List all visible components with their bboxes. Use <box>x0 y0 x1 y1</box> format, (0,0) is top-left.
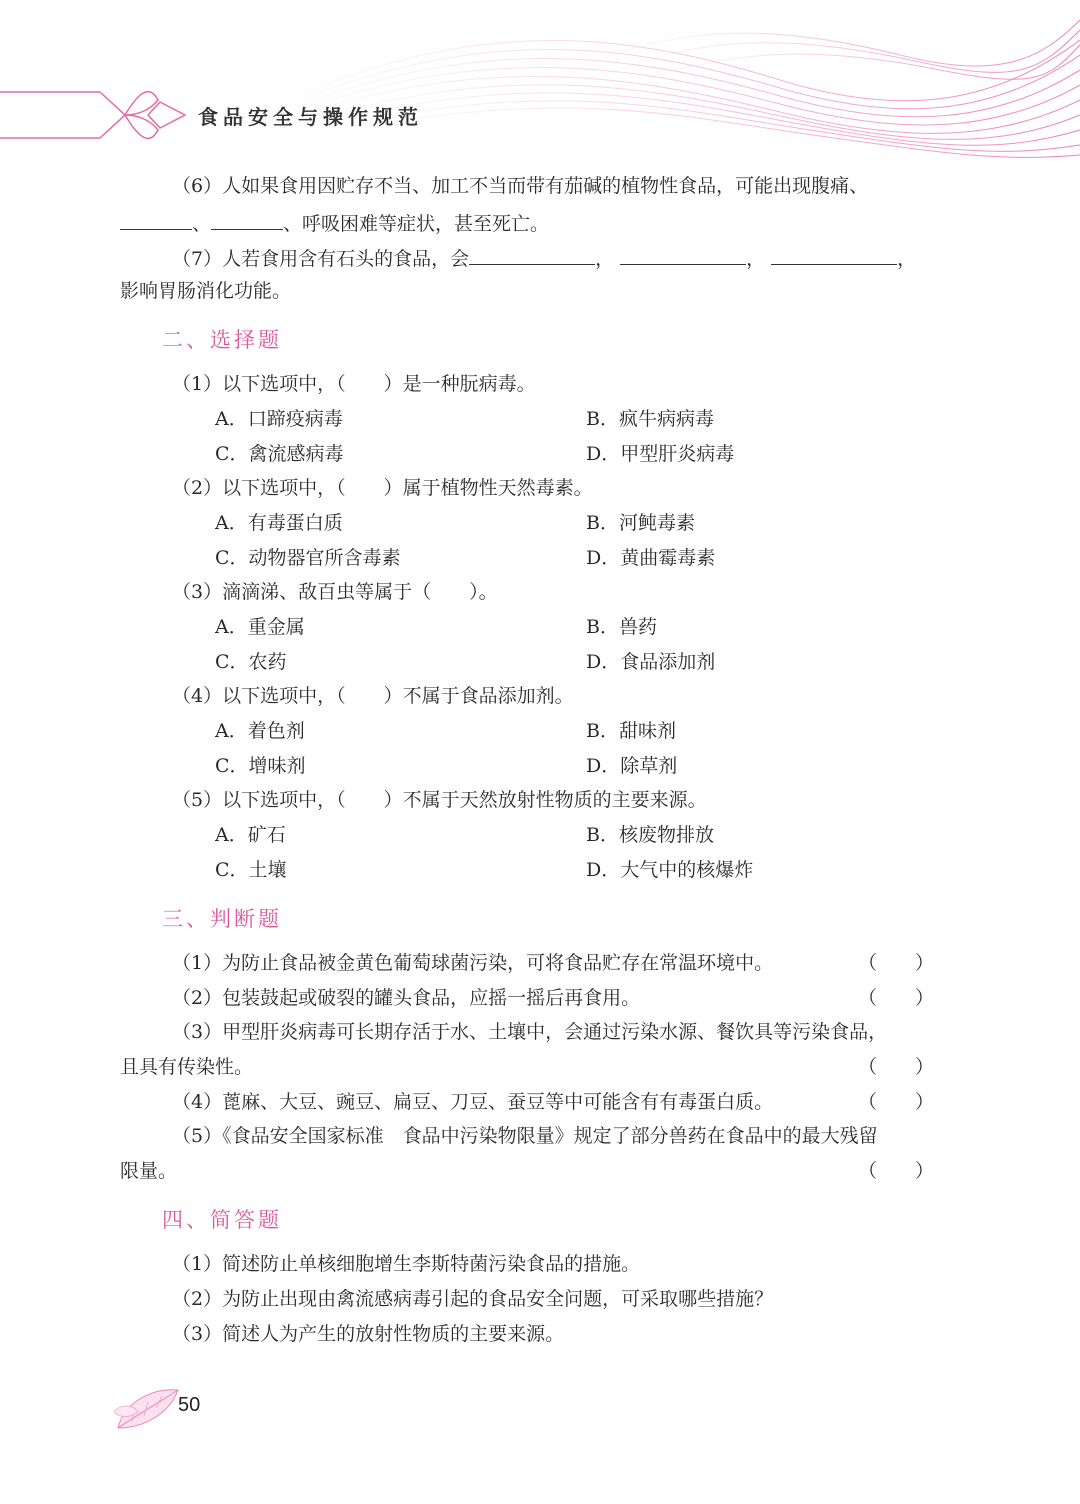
judge-q2: （2）包装鼓起或破裂的罐头食品，应摇一摇后再食用。 <box>172 987 641 1009</box>
choice-q1-stem: （1）以下选项中，（ ）是一种朊病毒。 <box>172 373 536 395</box>
blank-field <box>620 242 746 265</box>
choice-q3-option-c: C．农药 <box>215 651 287 673</box>
blank-field <box>211 207 283 230</box>
short-q2: （2）为防止出现由禽流感病毒引起的食品安全问题，可采取哪些措施？ <box>172 1288 774 1310</box>
choice-q5-option-b: B．核废物排放 <box>586 824 714 846</box>
answer-bracket: （ ） <box>858 1160 935 1182</box>
choice-q3-stem: （3）滴滴涕、敌百虫等属于（ ）。 <box>172 581 498 603</box>
answer-bracket: （ ） <box>858 987 935 1009</box>
q7-line1 <box>172 242 916 273</box>
judge-q1: （1）为防止食品被金黄色葡萄球菌污染，可将食品贮存在常温环境中。 <box>172 952 774 974</box>
choice-q3-option-a: A．重金属 <box>215 616 305 638</box>
leaf-decoration-icon <box>112 1382 182 1434</box>
q7-line2: 影响胃肠消化功能。 <box>120 280 292 302</box>
choice-q1-option-a: A．口蹄疫病毒 <box>215 408 343 430</box>
judge-q3: （3）甲型肝炎病毒可长期存活于水、土壤中，会通过污染水源、餐饮具等污染食品， <box>172 1021 888 1043</box>
blank-field <box>771 242 897 265</box>
section-heading-judge: 三、判断题 <box>162 907 282 931</box>
choice-q2-stem: （2）以下选项中，（ ）属于植物性天然毒素。 <box>172 477 593 499</box>
choice-q4-option-a: A．着色剂 <box>215 720 305 742</box>
choice-q5-option-c: C．土壤 <box>215 859 287 881</box>
q7-prefix: （7）人若食用含有石头的食品，会 <box>172 248 470 270</box>
short-q1: （1）简述防止单核细胞增生李斯特菌污染食品的措施。 <box>172 1253 641 1275</box>
q6-line2 <box>120 207 549 238</box>
choice-q2-option-a: A．有毒蛋白质 <box>215 512 343 534</box>
choice-q4-stem: （4）以下选项中，（ ）不属于食品添加剂。 <box>172 685 574 707</box>
judge-q5-cont: 限量。 <box>120 1160 178 1182</box>
q7-separator: ， <box>595 248 615 270</box>
header-wave-decoration <box>0 0 1080 170</box>
q6-separator: 、 <box>192 213 212 235</box>
choice-q3-option-d: D．食品添加剂 <box>586 651 716 673</box>
choice-q4-option-c: C．增味剂 <box>215 755 306 777</box>
section-heading-choice: 二、选择题 <box>162 328 282 352</box>
blank-field <box>469 242 595 265</box>
judge-q5: （5）《食品安全国家标准 食品中污染物限量》规定了部分兽药在食品中的最大残留 <box>172 1125 878 1147</box>
choice-q5-option-d: D．大气中的核爆炸 <box>586 859 754 881</box>
judge-q3-cont: 且具有传染性。 <box>120 1056 254 1078</box>
short-q3: （3）简述人为产生的放射性物质的主要来源。 <box>172 1323 565 1345</box>
q6-prefix: （6）人如果食用因贮存不当、加工不当而带有茄碱的植物性食品，可能出现腹痛、 <box>172 175 869 197</box>
choice-q1-option-c: C．禽流感病毒 <box>215 443 344 465</box>
page-number: 50 <box>178 1394 201 1416</box>
blank-field <box>120 207 192 230</box>
answer-bracket: （ ） <box>858 1056 935 1078</box>
q7-separator: ， <box>746 248 766 270</box>
choice-q2-option-b: B．河鲀毒素 <box>586 512 695 534</box>
choice-q3-option-b: B．兽药 <box>586 616 657 638</box>
choice-q5-option-a: A．矿石 <box>215 824 286 846</box>
choice-q2-option-c: C．动物器官所含毒素 <box>215 547 401 569</box>
choice-q1-option-b: B．疯牛病病毒 <box>586 408 714 430</box>
choice-q5-stem: （5）以下选项中，（ ）不属于天然放射性物质的主要来源。 <box>172 789 707 811</box>
choice-q4-option-b: B．甜味剂 <box>586 720 676 742</box>
choice-q2-option-d: D．黄曲霉毒素 <box>586 547 716 569</box>
answer-bracket: （ ） <box>858 1091 935 1113</box>
book-title: 食品安全与操作规范 <box>198 105 423 129</box>
judge-q4: （4）蓖麻、大豆、豌豆、扁豆、刀豆、蚕豆等中可能含有有毒蛋白质。 <box>172 1091 774 1113</box>
choice-q1-option-d: D．甲型肝炎病毒 <box>586 443 735 465</box>
choice-q4-option-d: D．除草剂 <box>586 755 678 777</box>
q6-line1 <box>172 172 868 200</box>
answer-bracket: （ ） <box>858 952 935 974</box>
q7-separator: ， <box>897 248 917 270</box>
section-heading-short: 四、简答题 <box>162 1208 282 1232</box>
q6-suffix: 、呼吸困难等症状，甚至死亡。 <box>283 213 550 235</box>
